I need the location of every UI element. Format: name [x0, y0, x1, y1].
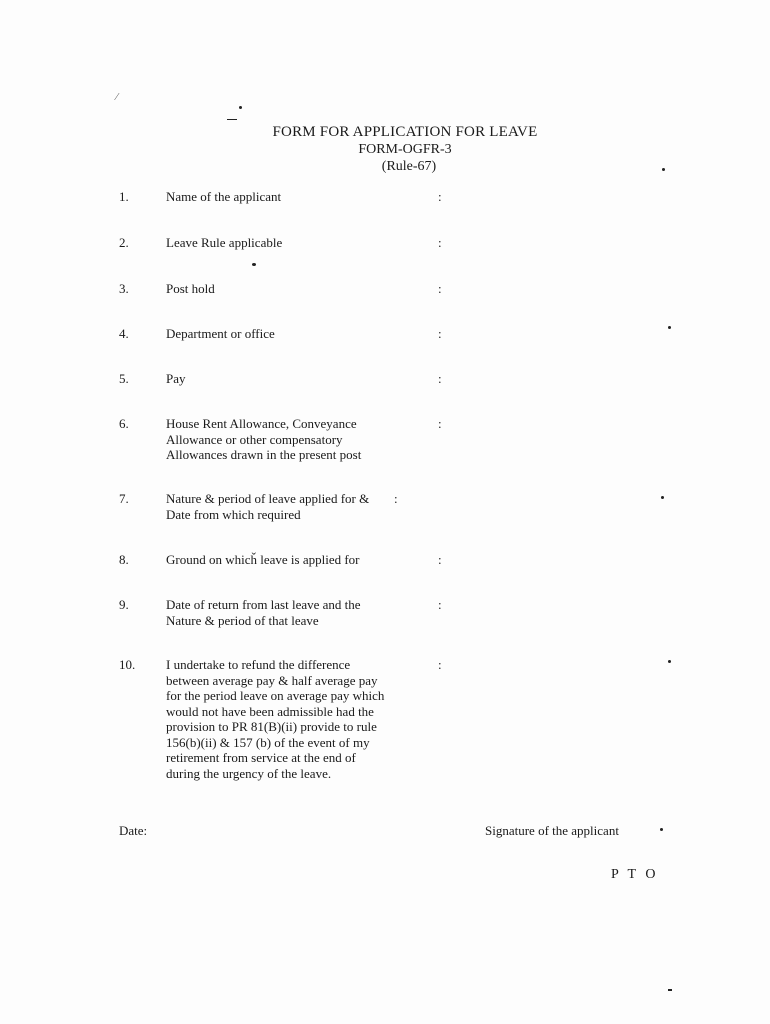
item-colon: :: [394, 491, 398, 506]
item-label-line: retirement from service at the end of: [166, 750, 356, 765]
item-number: 2.: [119, 235, 129, 250]
item-label-line: Ground on whicȟ leave is applied for: [166, 552, 360, 567]
item-label-line: 156(b)(ii) & 157 (b) of the event of my: [166, 734, 370, 750]
form-title: FORM FOR APPLICATION FOR LEAVE: [272, 124, 538, 140]
scan-speck: [227, 119, 237, 120]
item-label-line: Pay: [166, 371, 186, 386]
item-number: 4.: [119, 326, 129, 341]
item-colon: :: [438, 371, 442, 386]
item-label: [166, 326, 411, 342]
item-label: [166, 189, 411, 205]
scan-speck: [668, 326, 671, 329]
scan-speck: [668, 660, 671, 663]
item-number: 5.: [119, 371, 129, 386]
item-colon: :: [438, 235, 442, 250]
form-code: FORM-OGFR-3: [358, 142, 452, 157]
item-label: [166, 371, 411, 387]
item-label-line: Date from which required: [166, 506, 301, 522]
item-colon: :: [438, 597, 442, 612]
item-number: 8.: [119, 552, 129, 567]
scan-speck: [660, 828, 663, 831]
date-label: Date:: [119, 823, 148, 838]
item-label: [166, 416, 411, 463]
item-label-line: Date of return from last leave and the: [166, 597, 361, 612]
item-label-line: would not have been admissible had the: [166, 703, 374, 719]
item-colon: :: [438, 189, 442, 204]
scan-speck: [668, 989, 672, 991]
item-number: 6.: [119, 416, 129, 431]
scan-speck: [661, 496, 664, 499]
item-label-line: during the urgency of the leave.: [166, 765, 332, 781]
item-colon: :: [438, 326, 442, 341]
signature-label: Signature of the applicant: [485, 823, 619, 838]
item-label: [166, 657, 411, 781]
item-colon: :: [438, 416, 442, 431]
item-label: [166, 491, 411, 522]
scan-mark: ⁄: [116, 92, 118, 103]
item-number: 7.: [119, 491, 129, 506]
item-colon: :: [438, 552, 442, 567]
item-label: [166, 281, 411, 297]
item-label-line: between average pay & half average pay: [166, 672, 378, 688]
item-label-line: House Rent Allowance, Conveyance: [166, 416, 357, 431]
item-colon: :: [438, 657, 442, 672]
item-label: [166, 552, 411, 568]
item-label-line: I undertake to refund the difference: [166, 657, 351, 672]
scan-speck: [239, 106, 242, 109]
item-number: 3.: [119, 281, 129, 296]
item-label-line: Nature & period of that leave: [166, 612, 319, 628]
item-label-line: Name of the applicant: [166, 189, 282, 204]
item-number: 9.: [119, 597, 129, 612]
item-label-line: Department or office: [166, 326, 275, 341]
pto-label: P T O: [611, 867, 659, 882]
item-label-line: Allowance or other compensatory: [166, 431, 343, 447]
item-label-line: provision to PR 81(B)(ii) provide to rule: [166, 719, 377, 734]
item-label-line: Leave Rule applicable: [166, 235, 283, 250]
form-rule: (Rule-67): [381, 159, 437, 174]
item-label: [166, 235, 411, 251]
item-number: 1.: [119, 189, 129, 204]
scan-speck: [252, 263, 256, 266]
item-number: 10.: [119, 657, 136, 672]
item-label-line: Allowances drawn in the present post: [166, 447, 362, 462]
item-label-line: for the period leave on average pay which: [166, 688, 385, 703]
item-colon: :: [438, 281, 442, 296]
item-label-line: Post hold: [166, 281, 215, 296]
item-label-line: Nature & period of leave applied for &: [166, 491, 370, 506]
item-label: [166, 597, 411, 628]
